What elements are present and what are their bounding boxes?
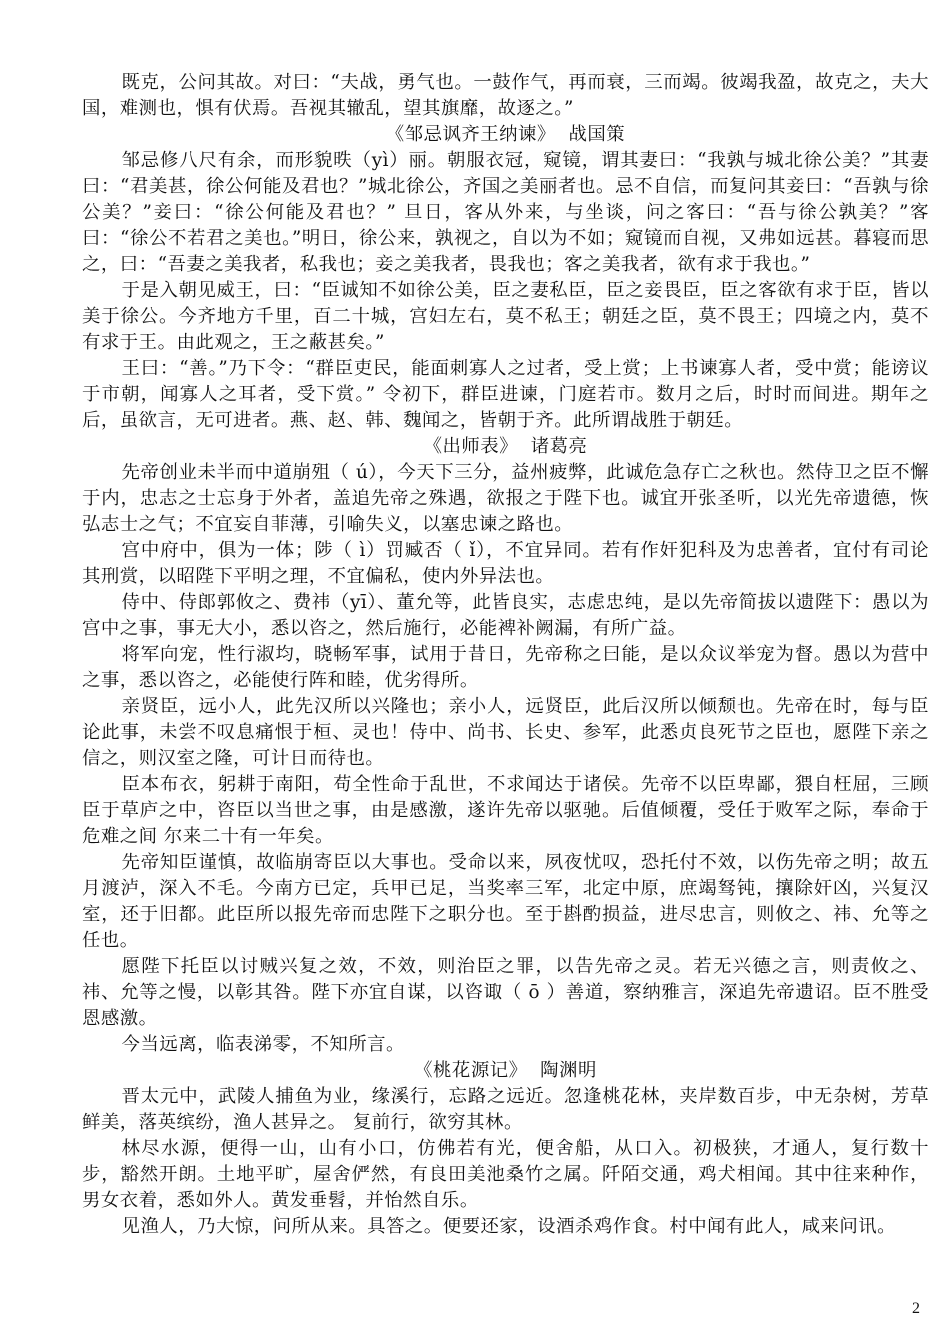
paragraph: 亲贤臣，远小人，此先汉所以兴隆也；亲小人，远贤臣，此后汉所以倾颓也。先帝在时，每与臣论此事，未尝不叹息痛恨于桓、灵也！侍中、尚书、长史、参军，此悉贞良死节之臣也，愿陛下亲之信之，则汉室之隆，可计日而待也。 — [82, 696, 929, 769]
paragraph: 林尽水源，便得一山，山有小口，仿佛若有光，便舍船，从口入。初极狭，才通人，复行数十步，豁然开朗。土地平旷，屋舍俨然，有良田美池桑竹之属。阡陌交通，鸡犬相闻。其中往来种作，男女衣着，悉如外人。黄发垂髫，并怡然自乐。 — [82, 1138, 929, 1211]
paragraph: 先帝知臣谨慎，故临崩寄臣以大事也。受命以来，夙夜忧叹，恐托付不效，以伤先帝之明；故五月渡泸，深入不毛。今南方已定，兵甲已足，当奖率三军，北定中原，庶竭驽钝，攘除奸凶，兴复汉室，还于旧都。此臣所以报先帝而忠陛下之职分也。至于斟酌损益，进尽忠言，则攸之、祎、允等之任也。 — [82, 852, 929, 951]
paragraph: 既克，公问其故。对曰：“夫战，勇气也。一鼓作气，再而衰，三而竭。彼竭我盈，故克之，夫大国，难测也，惧有伏焉。吾视其辙乱，望其旗靡，故逐之。” — [82, 72, 929, 119]
paragraph: 先帝创业未半而中道崩殂（ ú），今天下三分，益州疲弊，此诚危急存亡之秋也。然侍卫之臣不懈于内，忠志之士忘身于外者，盖追先帝之殊遇，欲报之于陛下也。诚宜开张圣听，以光先帝遗德，恢弘志士之气；不宜妄自菲薄，引喻失义，以塞忠谏之路也。 — [82, 462, 929, 535]
paragraph: 见渔人，乃大惊，问所从来。具答之。便要还家，设酒杀鸡作食。村中闻有此人，咸来问讯。 — [121, 1216, 897, 1237]
page-number: 2 — [912, 1300, 920, 1317]
section-title: 《邹忌讽齐王纳谏》 战国策 — [385, 124, 626, 145]
document-page — [82, 70, 929, 1240]
section-title: 《桃花源记》 陶渊明 — [414, 1060, 597, 1081]
paragraph: 晋太元中，武陵人捕鱼为业，缘溪行，忘路之远近。忽逢桃花林，夹岸数百步，中无杂树，芳草鲜美，落英缤纷，渔人甚异之。 复前行，欲穷其林。 — [82, 1086, 929, 1133]
paragraph: 侍中、侍郎郭攸之、费祎（yī）、董允等，此皆良实，志虑忠纯，是以先帝简拔以遗陛下：愚以为宫中之事，事无大小，悉以咨之，然后施行，必能裨补阙漏，有所广益。 — [82, 592, 929, 639]
section-title: 《出师表》 诸葛亮 — [423, 436, 588, 457]
paragraph: 邹忌修八尺有余，而形貌昳（yì）丽。朝服衣冠，窥镜，谓其妻曰：“我孰与城北徐公美？”其妻曰：“君美甚，徐公何能及君也？”城北徐公，齐国之美丽者也。忌不自信，而复问其妾曰：“吾孰与徐公美？”妾曰：“徐公何能及君也？” 旦日，客从外来，与坐谈，问之客曰：“吾与徐公孰美？”客曰：“徐公不若君之美也。”明日，徐公来，孰视之，自以为不如；窥镜而自视，又弗如远甚。暮寝而思之，曰：“吾妻之美我者，私我也；妾之美我者，畏我也；客之美我者，欲有求于我也。” — [82, 150, 929, 275]
paragraph: 宫中府中，俱为一体；陟（ ì）罚臧否（ ǐ），不宜异同。若有作奸犯科及为忠善者，宜付有司论其刑赏，以昭陛下平明之理，不宜偏私，使内外异法也。 — [82, 540, 929, 587]
paragraph: 将军向宠，性行淑均，晓畅军事，试用于昔日，先帝称之曰能，是以众议举宠为督。愚以为营中之事，悉以咨之，必能使行阵和睦，优劣得所。 — [82, 644, 929, 691]
paragraph: 于是入朝见威王，曰：“臣诚知不如徐公美，臣之妻私臣，臣之妾畏臣，臣之客欲有求于臣，皆以美于徐公。今齐地方千里，百二十城，宫妇左右，莫不私王；朝廷之臣，莫不畏王；四境之内，莫不有求于王。由此观之，王之蔽甚矣。” — [82, 280, 929, 353]
paragraph: 今当远离，临表涕零，不知所言。 — [121, 1034, 405, 1055]
paragraph: 王曰：“善。”乃下令：“群臣吏民，能面刺寡人之过者，受上赏；上书谏寡人者，受中赏；能谤议于市朝，闻寡人之耳者，受下赏。” 令初下，群臣进谏，门庭若市。数月之后，时时而间进。期年之后，虽欲言，无可进者。燕、赵、韩、魏闻之，皆朝于齐。此所谓战胜于朝廷。 — [82, 358, 929, 431]
paragraph: 臣本布衣，躬耕于南阳，苟全性命于乱世，不求闻达于诸侯。先帝不以臣卑鄙，猥自枉屈，三顾臣于草庐之中，咨臣以当世之事，由是感激，遂许先帝以驱驰。后值倾覆，受任于败军之际，奉命于危难之间 尔来二十有一年矣。 — [82, 774, 929, 847]
paragraph: 愿陛下托臣以讨贼兴复之效，不效，则治臣之罪，以告先帝之灵。若无兴德之言，则责攸之、祎、允等之慢，以彰其咎。陛下亦宜自谋，以咨诹（ ō ）善道，察纳雅言，深追先帝遗诏。臣不胜受恩感激。 — [82, 956, 929, 1029]
